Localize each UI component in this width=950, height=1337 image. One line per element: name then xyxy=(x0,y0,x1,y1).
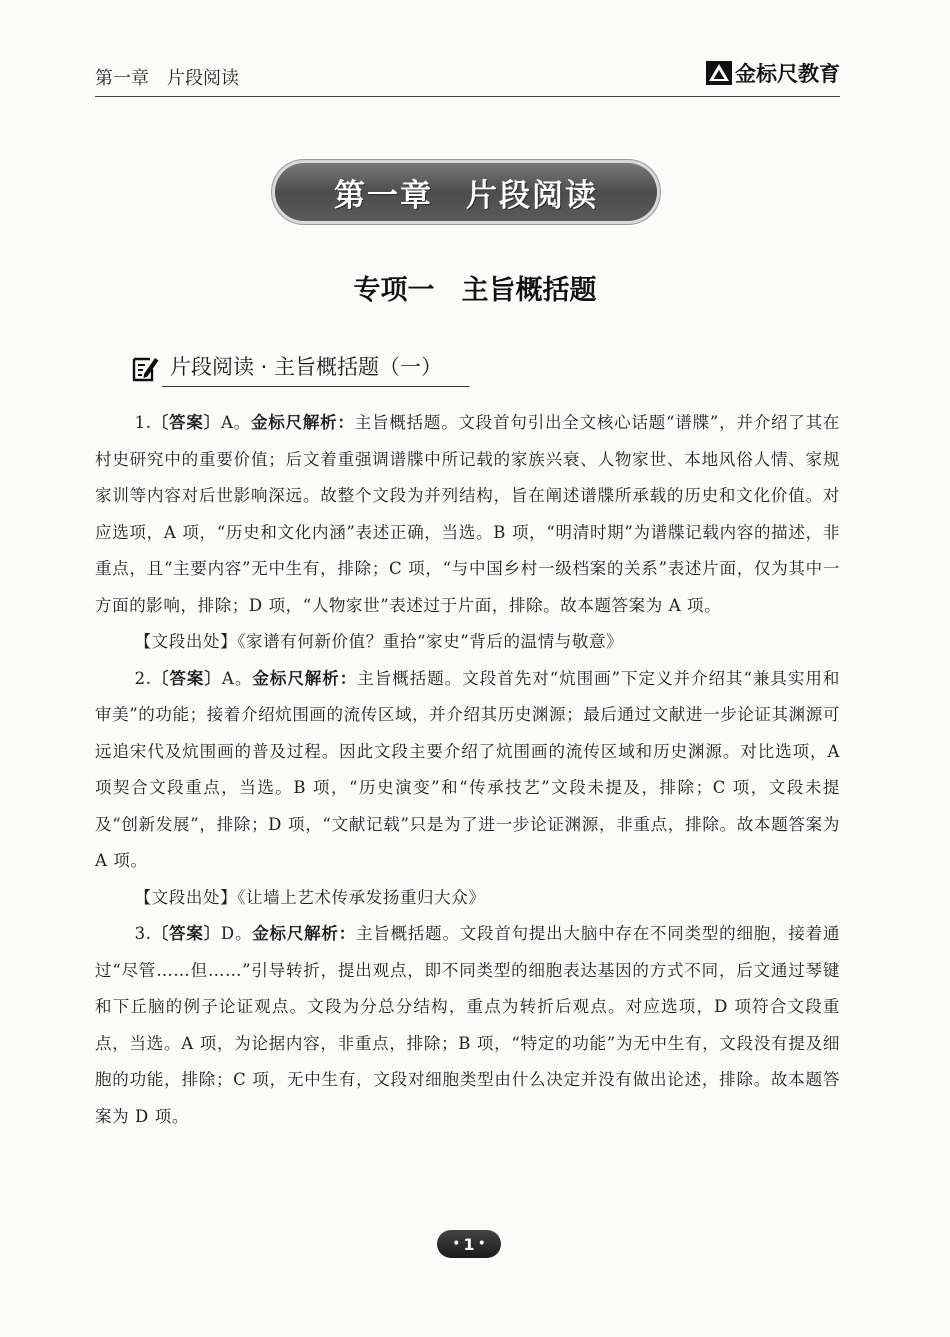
analysis-text: 主旨概括题。文段首句提出大脑中存在不同类型的细胞，接着通过“尽管……但……”引导转折，提出观点，即不同类型的细胞表达基因的方式不同，后文通过琴键和下丘脑的例子论证观点。文段为分总分结构，重点为转折后观点。对应选项，D 项符合文段重点，当选。A 项，为论据内容，非重点，排除；B 项，“特定的功能”为无中生有，文段没有提及细胞的功能，排除；C 项，无中生有，文段对细胞类型由什么决定并没有做出论述，排除。故本题答案为 D 项。 xyxy=(95,924,841,1126)
source-title: 《家谱有何新价值？重拾“家史”背后的温情与敬意》 xyxy=(237,632,624,651)
item-number: 2. xyxy=(134,668,152,688)
page-number: 1 xyxy=(463,1234,475,1254)
subsection-heading xyxy=(130,350,442,386)
answer-item-3 xyxy=(95,916,840,1135)
running-header xyxy=(95,58,840,97)
answer-body xyxy=(95,405,840,1135)
answer-value: A。 xyxy=(221,668,253,688)
analysis-text: 主旨概括题。文段首句引出全文核心话题“谱牒”，并介绍了其在村史研究中的重要价值；后文着重强调谱牒中所记载的家族兴衰、人物家世、本地风俗人情、家规家训等内容对后世影响深远。故整个文段为并列结构，旨在阐述谱牒所承载的历史和文化价值。对应选项，A 项，“历史和文化内涵”表述正确，当选。B 项，“明清时期”为谱牒记载内容的描述，非重点，且“主要内容”无中生有，排除；C 项，“与中国乡村一级档案的关系”表述片面，仅为其中一方面的影响，排除；D 项，“人物家世”表述过于片面，排除。故本题答案为 A 项。 xyxy=(95,413,840,615)
edit-note-icon xyxy=(130,353,160,383)
brand xyxy=(706,58,840,88)
item-number: 1. xyxy=(134,413,152,432)
section-title: 专项一 主旨概括题 xyxy=(353,275,597,306)
page-number-dot-right: • xyxy=(477,1236,486,1252)
brand-logo-icon xyxy=(706,61,732,85)
source-line-2 xyxy=(95,880,840,917)
analysis-label: 金标尺解析： xyxy=(252,924,357,943)
brand-name: 金标尺教育 xyxy=(735,62,840,86)
header-chapter-title: 第一章 片段阅读 xyxy=(95,68,239,89)
answer-value: D。 xyxy=(220,924,253,943)
page-number-dot-left: • xyxy=(452,1236,461,1252)
analysis-text: 主旨概括题。文段首先对“炕围画”下定义并介绍其“兼具实用和审美”的功能；接着介绍炕围画的流传区域，并介绍其历史渊源；最后通过文献进一步论证其渊源可远追宋代及炕围画的普及过程。因此文段主要介绍了炕围画的流传区域和历史渊源。对比选项，A 项契合文段重点，当选。B 项，“历史演变”和“传承技艺”文段未提及，排除；C 项，文段未提及“创新发展”，排除；D 项，“文献记载”只是为了进一步论证渊源，非重点，排除。故本题答案为 A 项。 xyxy=(95,668,840,870)
chapter-banner-title: 第一章 片段阅读 xyxy=(334,177,598,214)
analysis-label: 金标尺解析： xyxy=(252,668,358,688)
subsection-title: 片段阅读 · 主旨概括题（一） xyxy=(170,355,443,379)
source-line-1 xyxy=(95,624,840,661)
subsection-underline xyxy=(162,386,469,387)
answer-value: A。 xyxy=(220,413,251,432)
source-label: 【文段出处】 xyxy=(134,887,238,907)
answer-label: 〔答案〕 xyxy=(151,668,222,688)
answer-item-2 xyxy=(95,661,840,880)
page-number-badge xyxy=(437,1230,501,1258)
answer-label: 〔答案〕 xyxy=(151,413,221,432)
answer-item-1 xyxy=(95,405,840,624)
analysis-label: 金标尺解析： xyxy=(250,413,355,432)
item-number: 3. xyxy=(134,924,152,943)
chapter-banner xyxy=(275,163,657,221)
source-title: 《让墙上艺术传承发扬重归大众》 xyxy=(237,887,486,907)
source-label: 【文段出处】 xyxy=(134,632,238,651)
answer-label: 〔答案〕 xyxy=(151,924,221,943)
